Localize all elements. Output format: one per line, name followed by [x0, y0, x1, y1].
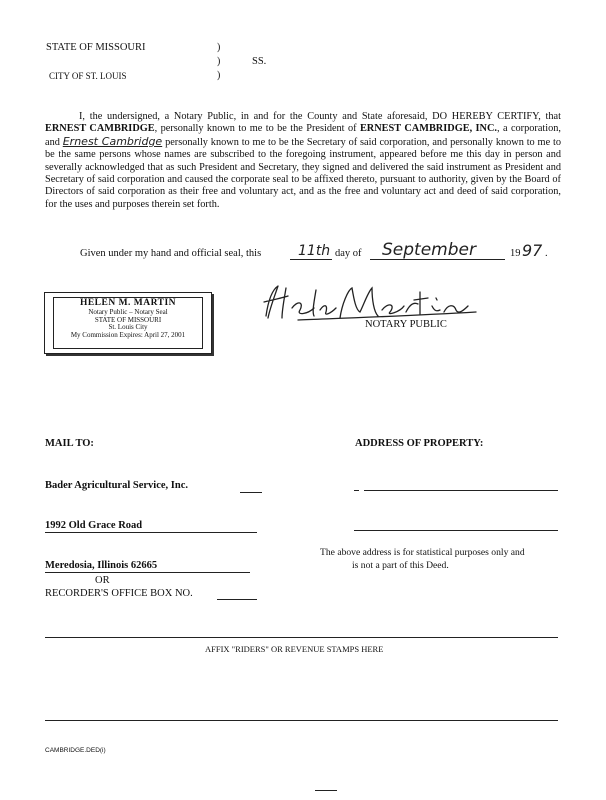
year-prefix: 19: [510, 248, 521, 259]
mail-to-name: Bader Agricultural Service, Inc.: [45, 480, 188, 491]
city-label: CITY OF ST. LOUIS: [49, 71, 127, 81]
month-underline: [370, 259, 505, 260]
seal-line-1: Notary Public – Notary Seal: [88, 308, 168, 316]
cert-text-1: I, the undersigned, a Notary Public, in and for the County and State aforesaid, DO HEREBY CERTIFY, that: [79, 111, 561, 122]
property-heading: ADDRESS OF PROPERTY:: [355, 438, 484, 449]
mail-or-label: OR: [95, 575, 110, 586]
seal-line-3: St. Louis City: [108, 323, 148, 332]
notary-seal-inner: [53, 297, 203, 349]
brace-top: ): [217, 42, 221, 53]
day-of-label: day of: [335, 248, 362, 259]
cert-name-1: ERNEST CAMBRIDGE: [45, 123, 155, 135]
seal-line-4: My Commission Expires: April 27, 2001: [70, 330, 186, 339]
recorder-box-label: RECORDER'S OFFICE BOX NO.: [45, 588, 193, 599]
seal-line-2: STATE OF MISSOURI: [94, 315, 162, 324]
document-reference: CAMBRIDGE.DED(i): [45, 747, 106, 754]
property-line-2: [354, 530, 558, 531]
cert-text-4: personally known to me to be the Secretary of said corporation, and personally known to me to be the same persons whose names are subscribed to the foregoing instrument, appeared before me this day in person and severally acknowledged that as such President and Secretary, they signed and delivered the said instrument as President and Secretary of said corporation and caused the corporate seal to be affixed thereto, pursuant to authority, given by the Board of Directors of said corporation as their free and voluntary act, and as the free and voluntary act and deed of said corporation, for the uses and purposes therein set forth.: [45, 136, 562, 210]
mail-name-line: [240, 492, 262, 493]
state-label: STATE OF MISSOURI: [46, 42, 146, 53]
stamps-bottom-line: [45, 720, 558, 721]
mail-to-city: Meredosia, Illinois 62665: [45, 560, 158, 571]
handwritten-year: 97: [522, 241, 543, 260]
brace-mid: ): [217, 56, 221, 67]
day-underline: [290, 259, 332, 260]
signature-scribble-icon: [258, 282, 488, 322]
cert-text-2: , personally known to me to be the President of: [154, 123, 357, 135]
cert-text-3: , a corporation, and: [45, 123, 561, 148]
mail-street-line: [45, 532, 257, 533]
mail-to-heading: MAIL TO:: [45, 438, 94, 449]
given-prefix: Given under my hand and official seal, this: [80, 248, 262, 259]
property-note-2: is not a part of this Deed.: [352, 560, 449, 571]
property-line-tick: [354, 490, 359, 491]
stamps-top-line: [45, 637, 558, 638]
page-bottom-mark: [315, 790, 337, 791]
brace-bottom: ): [217, 70, 221, 81]
certificate-paragraph: [45, 111, 561, 211]
revenue-stamps-label: AFFIX "RIDERS" OR REVENUE STAMPS HERE: [205, 644, 384, 654]
seal-notary-name: HELEN M. MARTIN: [79, 298, 177, 308]
handwritten-name: Ernest Cambridge: [62, 134, 163, 148]
mail-to-street: 1992 Old Grace Road: [45, 520, 143, 531]
mail-city-line: [45, 572, 250, 573]
handwritten-month: September: [382, 240, 476, 260]
property-note-1: The above address is for statistical purposes only and: [320, 547, 525, 558]
cert-corporation: ERNEST CAMBRIDGE, INC.: [359, 123, 497, 135]
year-period: .: [545, 248, 548, 259]
notary-public-title: NOTARY PUBLIC: [365, 319, 447, 330]
property-line-1: [364, 490, 558, 491]
recorder-box-line: [217, 599, 257, 600]
handwritten-day: 11th: [298, 243, 331, 259]
notary-signature: [258, 282, 488, 322]
ss-label: SS.: [252, 56, 267, 67]
notary-seal-stamp: [44, 292, 212, 354]
